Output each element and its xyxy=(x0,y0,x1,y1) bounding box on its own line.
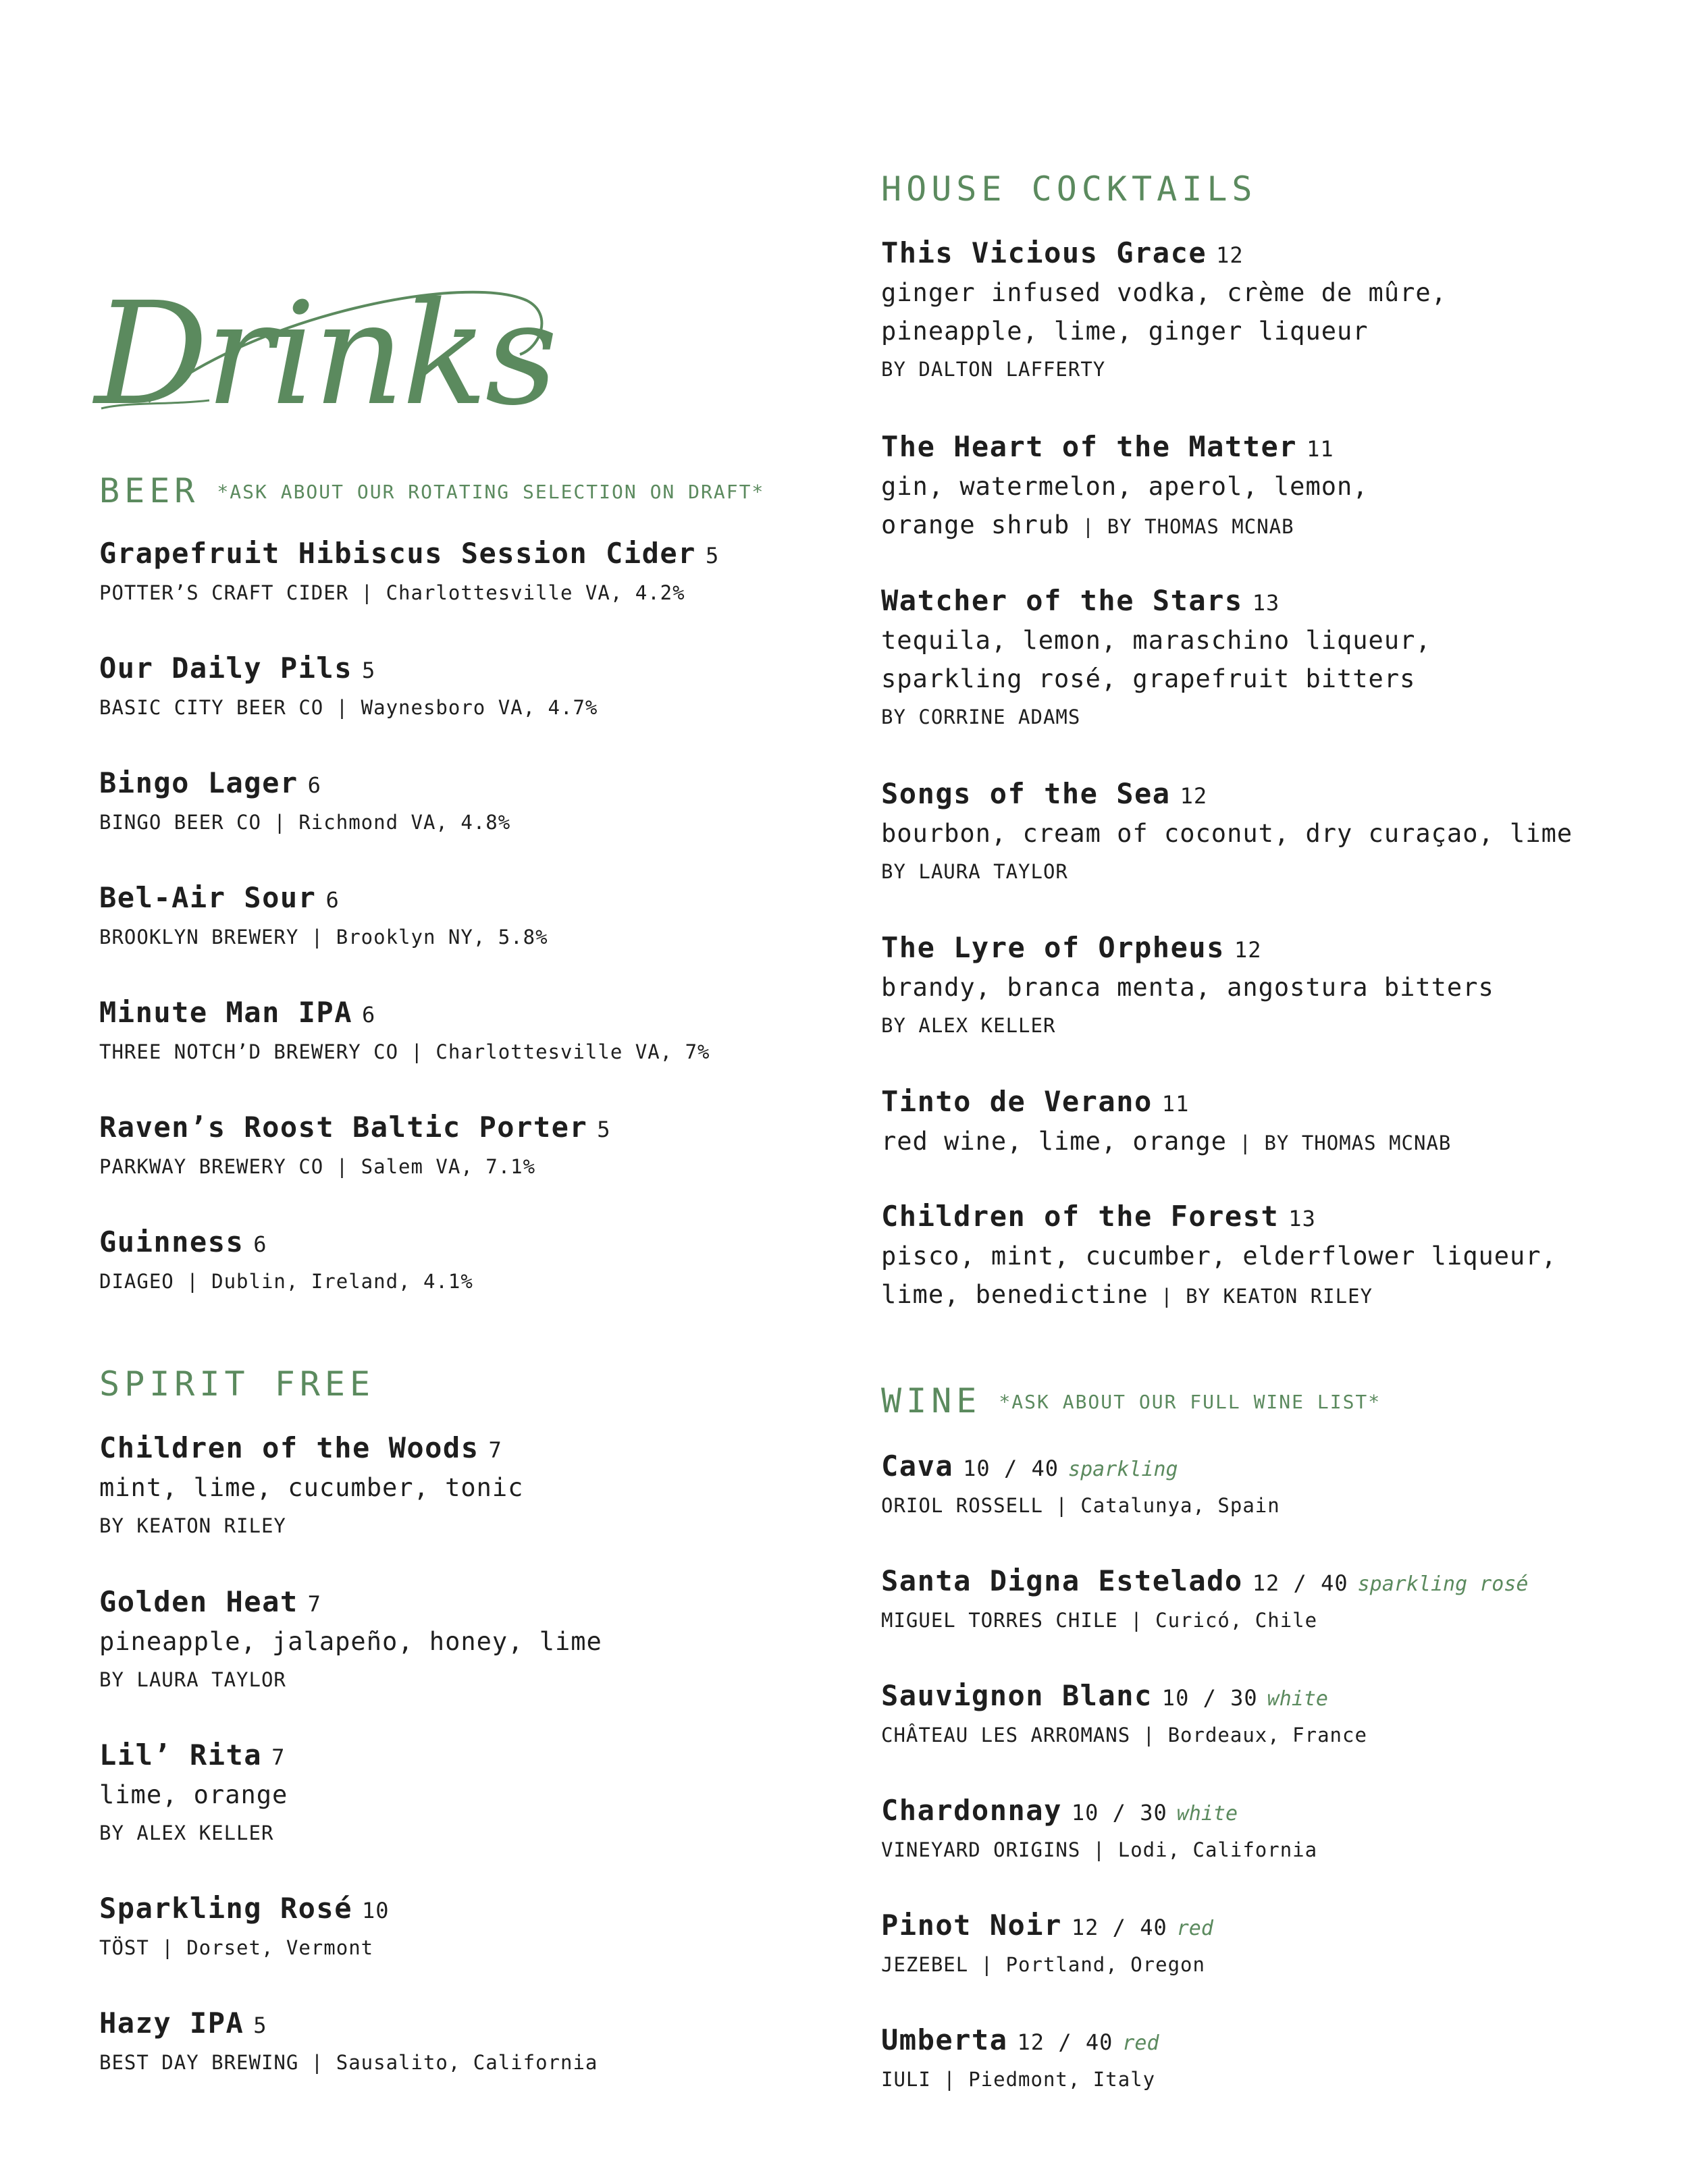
item-name: Grapefruit Hibiscus Session Cider xyxy=(99,537,696,570)
item-price: 6 xyxy=(307,772,321,798)
item-price: 12 xyxy=(1216,242,1244,268)
beer-note: *ASK ABOUT OUR ROTATING SELECTION ON DRAFT* xyxy=(217,481,765,503)
item-name: Chardonnay xyxy=(881,1794,1062,1827)
wine-style: sparkling rosé xyxy=(1357,1572,1529,1596)
item-description: pineapple, jalapeño, honey, lime xyxy=(99,1627,602,1656)
item-name: The Lyre of Orpheus xyxy=(881,931,1225,964)
item-byline: BY ALEX KELLER xyxy=(99,1821,274,1844)
item-maker: DIAGEO | Dublin, Ireland, 4.1% xyxy=(99,1270,473,1293)
item-name: Children of the Woods xyxy=(99,1431,479,1464)
item-name: Tinto de Verano xyxy=(881,1085,1153,1118)
item-byline: BY CORRINE ADAMS xyxy=(881,705,1081,728)
item-price: 10 / 40 xyxy=(963,1456,1059,1481)
wine-item xyxy=(881,1446,1280,1525)
item-name: Lil’ Rita xyxy=(99,1738,263,1772)
item-price: 13 xyxy=(1252,590,1280,616)
wine-item xyxy=(881,1905,1213,1984)
item-name: Bingo Lager xyxy=(99,766,298,799)
item-description: sparkling rosé, grapefruit bitters xyxy=(881,664,1416,693)
item-name: The Heart of the Matter xyxy=(881,430,1298,463)
item-price: 12 / 40 xyxy=(1017,2029,1113,2055)
item-name: This Vicious Grace xyxy=(881,236,1207,269)
item-byline: BY THOMAS MCNAB xyxy=(1264,1131,1452,1154)
item-description: pineapple, lime, ginger liqueur xyxy=(881,317,1369,346)
item-description: red wine, lime, orange xyxy=(881,1127,1228,1156)
cocktail-item: The Heart of the Matter 11 gin, watermelon, aperol, lemon, orange shrub | BY THOMAS MCNAB xyxy=(881,430,1369,539)
item-name: Children of the Forest xyxy=(881,1200,1280,1233)
item-name: Songs of the Sea xyxy=(881,777,1171,810)
item-byline: BY ALEX KELLER xyxy=(881,1014,1056,1037)
beer-item xyxy=(99,533,719,612)
spirit-free-item xyxy=(99,2003,598,2082)
item-price: 11 xyxy=(1161,1091,1190,1117)
item-maker: BINGO BEER CO | Richmond VA, 4.8% xyxy=(99,811,511,834)
item-name: Umberta xyxy=(881,2023,1008,2056)
spirit-free-item xyxy=(99,1428,523,1545)
item-maker: POTTER’S CRAFT CIDER | Charlottesville VA, 4.2% xyxy=(99,581,685,604)
item-maker: PARKWAY BREWERY CO | Salem VA, 7.1% xyxy=(99,1155,536,1178)
item-description: gin, watermelon, aperol, lemon, xyxy=(881,472,1369,501)
item-price: 12 / 40 xyxy=(1071,1915,1167,1940)
item-maker: TÖST | Dorset, Vermont xyxy=(99,1936,374,1959)
item-price: 12 xyxy=(1180,783,1208,809)
item-maker: JEZEBEL | Portland, Oregon xyxy=(881,1953,1205,1976)
item-byline: BY KEATON RILEY xyxy=(1186,1285,1373,1308)
spirit-free-heading: SPIRIT FREE xyxy=(99,1364,375,1404)
item-description: lime, orange xyxy=(99,1780,288,1809)
item-name: Minute Man IPA xyxy=(99,996,353,1029)
cocktails-heading: HOUSE COCKTAILS xyxy=(881,169,1257,209)
item-maker: CHÂTEAU LES ARROMANS | Bordeaux, France xyxy=(881,1724,1367,1747)
cocktail-item: Tinto de Verano 11 red wine, lime, orange | BY THOMAS MCNAB xyxy=(881,1085,1452,1156)
item-name: Our Daily Pils xyxy=(99,651,353,685)
item-name: Golden Heat xyxy=(99,1585,298,1618)
item-maker: VINEYARD ORIGINS | Lodi, California xyxy=(881,1838,1318,1861)
wine-item xyxy=(881,1676,1367,1755)
item-byline: BY KEATON RILEY xyxy=(99,1514,286,1537)
beer-item xyxy=(99,992,710,1071)
item-description: ginger infused vodka, crème de mûre, xyxy=(881,278,1447,307)
item-maker: BASIC CITY BEER CO | Waynesboro VA, 4.7% xyxy=(99,696,598,719)
item-byline: BY DALTON LAFFERTY xyxy=(881,358,1106,381)
cocktail-item xyxy=(881,774,1573,891)
beer-item xyxy=(99,1222,473,1301)
cocktail-item xyxy=(881,581,1431,737)
item-maker: BROOKLYN BREWERY | Brooklyn NY, 5.8% xyxy=(99,926,548,949)
item-name: Cava xyxy=(881,1449,954,1483)
item-description: mint, lime, cucumber, tonic xyxy=(99,1473,524,1502)
wine-style: white xyxy=(1176,1802,1238,1826)
item-price: 7 xyxy=(271,1744,286,1770)
item-name: Santa Digna Estelado xyxy=(881,1564,1243,1597)
item-price: 7 xyxy=(488,1437,502,1463)
wine-style: red xyxy=(1176,1917,1213,1940)
menu-title: Drinks xyxy=(95,271,556,437)
item-name: Pinot Noir xyxy=(881,1909,1062,1942)
item-maker: THREE NOTCH’D BREWERY CO | Charlottesville VA, 7% xyxy=(99,1040,710,1063)
item-maker: MIGUEL TORRES CHILE | Curicó, Chile xyxy=(881,1609,1318,1632)
item-price: 6 xyxy=(253,1231,267,1257)
item-price: 10 xyxy=(362,1898,390,1923)
cocktail-item xyxy=(881,928,1494,1045)
beer-heading: BEER *ASK ABOUT OUR ROTATING SELECTION ON DRAFT* xyxy=(99,471,765,510)
beer-item xyxy=(99,763,510,842)
wine-item xyxy=(881,1790,1317,1869)
beer-item xyxy=(99,1107,611,1186)
item-name: Sparkling Rosé xyxy=(99,1892,353,1925)
item-price: 5 xyxy=(362,658,376,683)
item-price: 6 xyxy=(362,1002,376,1028)
item-price: 13 xyxy=(1288,1206,1316,1231)
wine-style: white xyxy=(1267,1687,1328,1711)
item-price: 12 / 40 xyxy=(1252,1570,1348,1596)
item-name: Raven’s Roost Baltic Porter xyxy=(99,1111,588,1144)
item-price: 11 xyxy=(1307,436,1334,462)
item-maker: IULI | Piedmont, Italy xyxy=(881,2068,1156,2091)
item-price: 10 / 30 xyxy=(1071,1800,1167,1826)
beer-item xyxy=(99,648,598,727)
spirit-free-item xyxy=(99,1888,390,1967)
wine-style: red xyxy=(1122,2031,1159,2055)
item-name: Bel-Air Sour xyxy=(99,881,317,914)
wine-note: *ASK ABOUT OUR FULL WINE LIST* xyxy=(999,1391,1381,1413)
spirit-free-item xyxy=(99,1582,602,1699)
wine-heading: WINE *ASK ABOUT OUR FULL WINE LIST* xyxy=(881,1381,1381,1420)
item-name: Sauvignon Blanc xyxy=(881,1679,1153,1712)
wine-item xyxy=(881,2020,1159,2099)
item-price: 10 / 30 xyxy=(1161,1685,1258,1711)
wine-style: sparkling xyxy=(1068,1458,1178,1481)
item-byline: BY THOMAS MCNAB xyxy=(1107,515,1294,538)
item-price: 6 xyxy=(325,887,340,913)
item-name: Guinness xyxy=(99,1225,244,1258)
beer-item xyxy=(99,878,548,957)
item-name: Watcher of the Stars xyxy=(881,584,1243,617)
item-maker: ORIOL ROSSELL | Catalunya, Spain xyxy=(881,1494,1280,1517)
item-description: lime, benedictine xyxy=(881,1280,1149,1309)
item-description: bourbon, cream of coconut, dry curaçao, lime xyxy=(881,819,1573,848)
cocktail-item: Children of the Forest 13 pisco, mint, cucumber, elderflower liqueur, lime, benedictine | BY KEATON RILEY xyxy=(881,1200,1557,1309)
item-price: 12 xyxy=(1234,937,1262,963)
item-price: 5 xyxy=(253,2013,267,2038)
item-maker: BEST DAY BREWING | Sausalito, California xyxy=(99,2051,598,2074)
item-description: brandy, branca menta, angostura bitters xyxy=(881,973,1494,1002)
item-price: 5 xyxy=(597,1117,611,1142)
cocktail-item xyxy=(881,233,1447,389)
item-description: orange shrub xyxy=(881,510,1070,539)
item-price: 5 xyxy=(705,543,720,568)
item-price: 7 xyxy=(307,1591,321,1617)
item-byline: BY LAURA TAYLOR xyxy=(99,1668,286,1691)
wine-item xyxy=(881,1561,1528,1640)
item-name: Hazy IPA xyxy=(99,2006,244,2040)
item-description: tequila, lemon, maraschino liqueur, xyxy=(881,626,1431,655)
spirit-free-item xyxy=(99,1735,288,1853)
item-description: pisco, mint, cucumber, elderflower liqueur, xyxy=(881,1242,1557,1271)
item-byline: BY LAURA TAYLOR xyxy=(881,860,1068,883)
